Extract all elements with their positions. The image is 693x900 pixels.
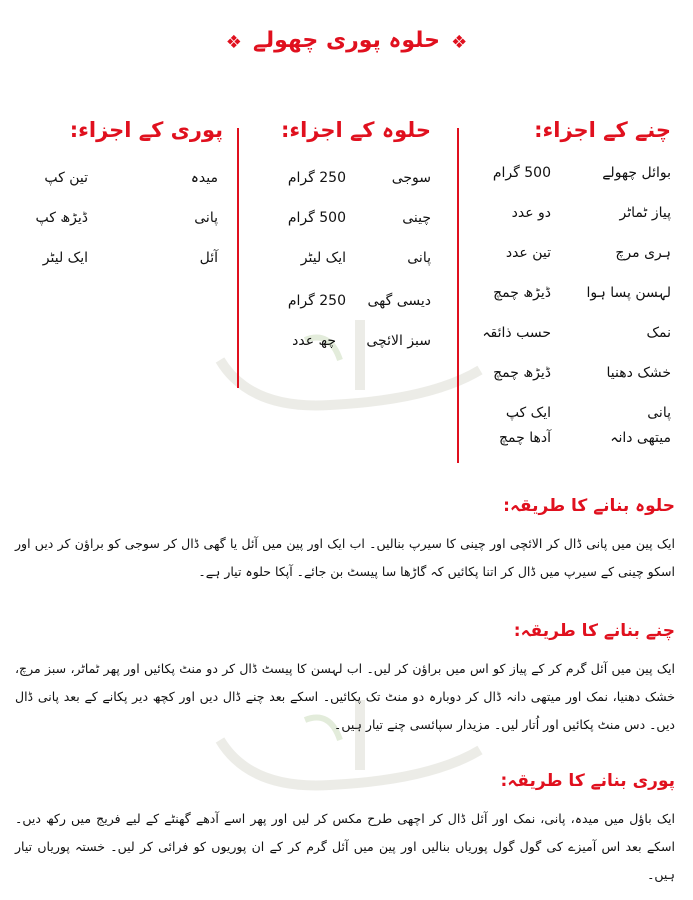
ingredient-qty: ایک کپ (505, 405, 551, 421)
ornament-icon-left: ❖ (225, 32, 242, 53)
ingredient-name: دیسی گھی (367, 293, 431, 309)
ornament-icon-right: ❖ (451, 32, 468, 53)
watermark-logo-top (210, 300, 490, 420)
ingredient-name: میدہ (190, 170, 218, 186)
ingredient-qty: ڈیڑھ کپ (35, 210, 88, 226)
ingredient-qty: تین عدد (505, 245, 551, 261)
ingredient-qty: 500 گرام (287, 210, 346, 226)
ingredient-name: ہری مرچ (615, 245, 671, 261)
halwa-method-heading: حلوہ بنانے کا طریقہ: (503, 496, 675, 516)
ingredient-qty: ایک لیٹر (42, 250, 88, 266)
ingredient-name: خشک دھنیا (606, 365, 671, 381)
column-divider-right (457, 128, 459, 463)
ingredient-qty: ڈیڑھ چمچ (493, 365, 551, 381)
ingredient-name: پانی (647, 405, 671, 421)
ingredient-name: پیاز ٹماٹر (619, 205, 671, 221)
ingredient-name: لہسن پسا ہوا (586, 285, 671, 301)
column-divider-left (237, 128, 239, 388)
ingredient-name: آئل (199, 250, 218, 266)
ingredient-name: سبز الائچی (366, 333, 431, 349)
puri-ingredients-heading: پوری کے اجزاء: (69, 118, 223, 142)
chanay-ingredients-heading: چنے کے اجزاء: (534, 118, 671, 142)
ingredient-name: بوائل چھولے (602, 165, 671, 181)
ingredient-name: سوجی (391, 170, 431, 186)
halwa-method-text: ایک پین میں پانی ڈال کر الائچی اور چینی کا سیرپ بنالیں۔ اب ایک اور پین میں آئل یا گھی ڈال کر سوجی کو براؤن کر دیں اور اسکو چینی کے سیرپ میں ڈال کر اتنا پکائیں کہ گاڑھا سا پیسٹ بن جائے۔ آپکا حلوہ تیار ہے۔ (15, 536, 675, 579)
ingredient-name: پانی (407, 250, 431, 266)
page-header (0, 28, 693, 53)
ingredient-qty: چھ عدد (292, 333, 336, 349)
ingredient-name: پانی (194, 210, 218, 226)
ingredient-qty: 250 گرام (287, 170, 346, 186)
ingredient-qty: ایک لیٹر (300, 250, 346, 266)
puri-method-text: ایک باؤل میں میدہ، پانی، نمک اور آئل ڈال کر اچھی طرح مکس کر لیں اور پھر اسے آدھے گھنٹے کے لیے فریج میں رکھ دیں۔ اسکے بعد اس آمیزے کی گول گول پوریاں بنالیں اور پین میں آئل گرم کر کے ان پوریوں کو فرائی کر لیں۔ خستہ پوریاں تیار ہیں۔ (15, 811, 675, 882)
ingredient-qty: ڈیڑھ چمچ (493, 285, 551, 301)
ingredient-qty: تین کپ (44, 170, 88, 186)
puri-method-heading: پوری بنانے کا طریقہ: (500, 771, 675, 791)
page-title: حلوہ پوری چھولے (252, 28, 441, 53)
ingredient-qty: آدھا چمچ (498, 430, 551, 446)
ingredient-qty: حسب ذائقہ (482, 325, 551, 341)
ingredient-name: نمک (646, 325, 671, 341)
ingredient-name: چینی (402, 210, 431, 226)
ingredient-qty: 500 گرام (492, 165, 551, 181)
chanay-method-heading: چنے بنانے کا طریقہ: (513, 621, 675, 641)
ingredient-qty: 250 گرام (287, 293, 346, 309)
ingredient-name: میتھی دانہ (610, 430, 671, 446)
chanay-method-text: ایک پین میں آئل گرم کر کے پیاز کو اس میں براؤن کر لیں۔ اب لہسن کا پیسٹ ڈال کر دو منٹ پکائیں اور پھر ٹماٹر، سبز مرچ، خشک دھنیا، نمک اور میتھی دانہ ڈال کر دوبارہ دو منٹ تک پکائیں۔ اسکے بعد چنے ڈال دیں اور کچھ دیر پکانے کے بعد پانی ڈال دیں۔ دس منٹ پکائیں اور اُتار لیں۔ مزیدار سپائسی چنے تیار ہیں۔ (15, 661, 675, 732)
ingredient-qty: دو عدد (511, 205, 551, 221)
halwa-ingredients-heading: حلوہ کے اجزاء: (280, 118, 431, 142)
